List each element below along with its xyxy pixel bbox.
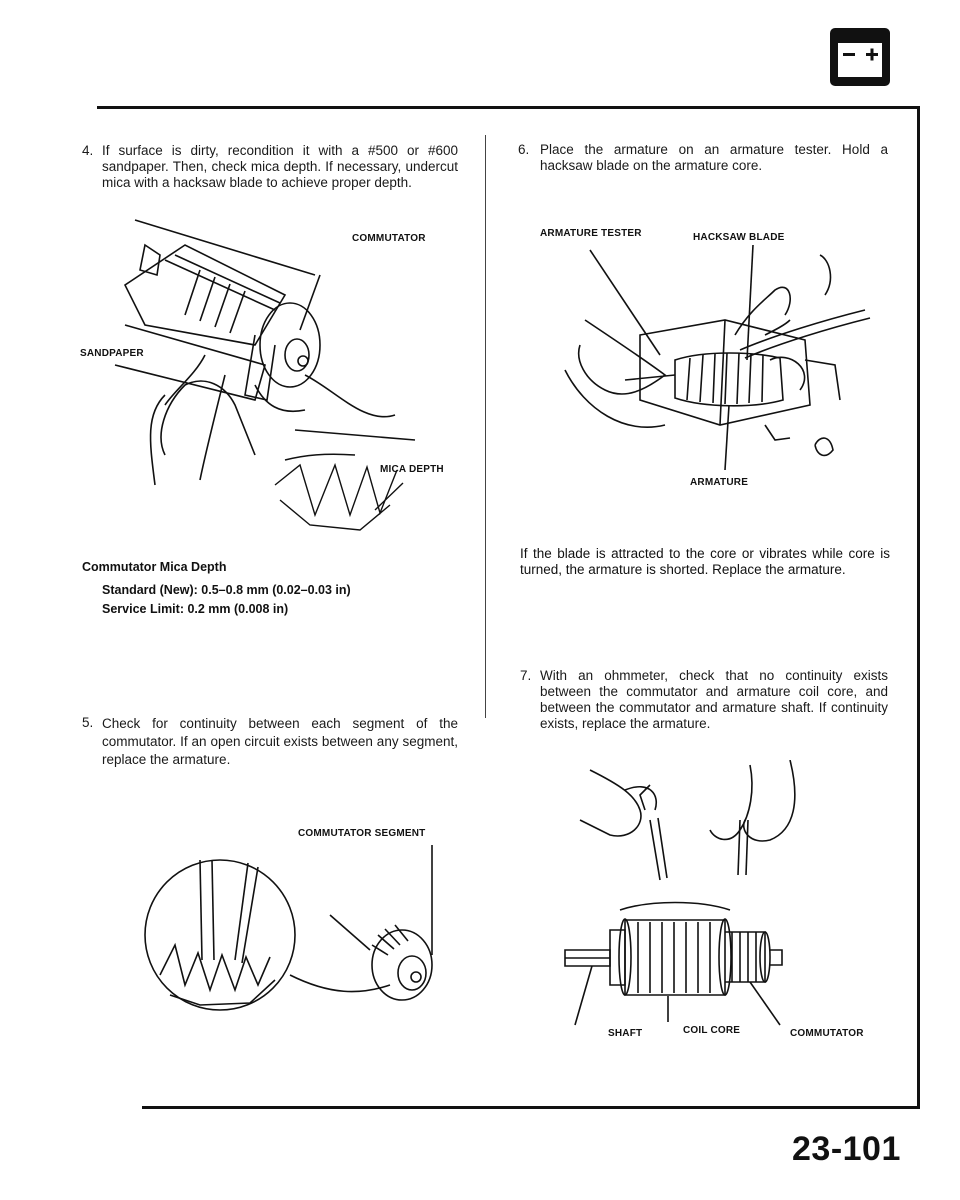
top-rule — [97, 106, 919, 109]
sandpaper-label: SANDPAPER — [80, 348, 144, 359]
spec-standard: Standard (New): 0.5–0.8 mm (0.02–0.03 in) — [102, 583, 351, 597]
spec-title: Commutator Mica Depth — [82, 560, 227, 574]
hacksaw-blade-label: HACKSAW BLADE — [693, 232, 785, 243]
step-number: 4. — [82, 143, 94, 158]
armature-tester-illustration — [525, 240, 875, 480]
page-number: 23-101 — [792, 1130, 901, 1168]
commutator-bottom-label: COMMUTATOR — [790, 1028, 864, 1039]
sandpaper-illustration — [105, 215, 465, 535]
commutator-segment-label: COMMUTATOR SEGMENT — [298, 828, 426, 839]
shorted-note: If the blade is attracted to the core or vibrates while core is turned, the armature is shorted. Replace the armature. — [520, 546, 890, 577]
step-number: 7. — [520, 668, 532, 683]
right-rule — [917, 106, 920, 1108]
commutator-segment-illustration — [140, 845, 470, 1025]
ohmmeter-continuity-illustration — [550, 760, 880, 1030]
spec-service-limit: Service Limit: 0.2 mm (0.008 in) — [102, 602, 289, 616]
step-text: Place the armature on an armature tester. Hold a hacksaw blade on the armature core. — [540, 142, 888, 173]
armature-tester-label: ARMATURE TESTER — [540, 228, 642, 239]
column-divider — [485, 135, 486, 718]
mica-depth-label: MICA DEPTH — [380, 464, 444, 475]
bottom-rule — [142, 1106, 920, 1109]
step-text: With an ohmmeter, check that no continuity exists between the commutator and armature coil core, and between the commutator and armature shaft. If continuity exists, replace the armature. — [540, 668, 888, 731]
step-text: If surface is dirty, recondition it with a #500 or #600 sandpaper. Then, check mica depth. If necessary, undercut mica with a hacksaw blade to achieve proper depth. — [102, 143, 458, 190]
shaft-label: SHAFT — [608, 1028, 643, 1039]
step-number: 6. — [518, 142, 530, 157]
step-number: 5. — [82, 715, 94, 730]
armature-label: ARMATURE — [690, 477, 749, 488]
step-text: Check for continuity between each segment of the commutator. If an open circuit exists between any segment, replace the armature. — [102, 716, 458, 767]
coil-core-label: COIL CORE — [683, 1025, 741, 1036]
battery-icon — [828, 26, 892, 88]
commutator-label: COMMUTATOR — [352, 233, 426, 244]
